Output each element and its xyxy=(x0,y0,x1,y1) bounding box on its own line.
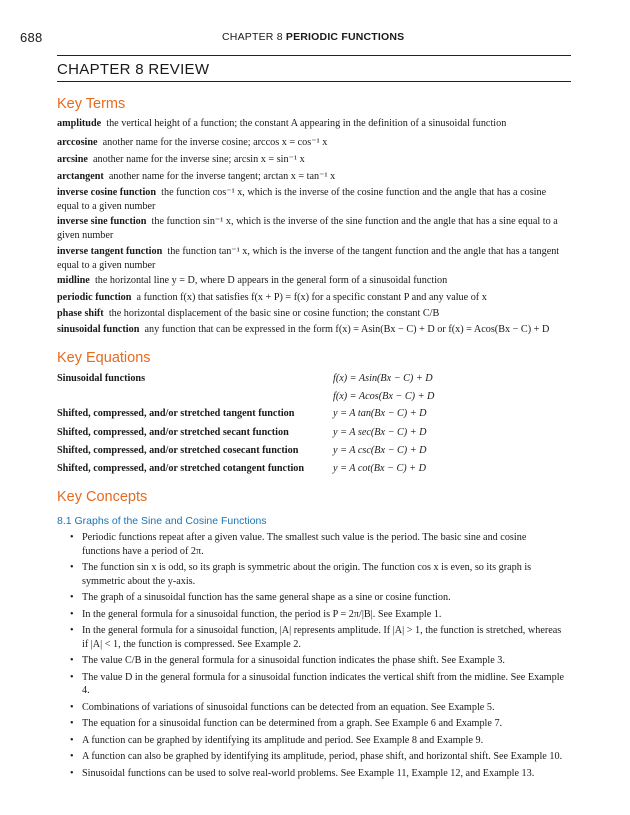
key-term xyxy=(57,170,565,184)
term-definition: another name for the inverse sine; arcsin x = sin⁻¹ x xyxy=(93,154,305,165)
list-item: • The value D in the general formula for a sinusoidal function indicates the vertical shift from the midline. See Example 4. xyxy=(70,671,565,698)
list-item: • Sinusoidal functions can be used to solve real-world problems. See Example 11, Example 12, and Example 13. xyxy=(70,767,565,781)
equation-label: Shifted, compressed, and/or stretched cotangent function xyxy=(57,463,305,474)
term-definition: the vertical height of a function; the constant A appearing in the definition of a sinusoidal function xyxy=(106,118,507,129)
list-item: • In the general formula for a sinusoidal function, the period is P = 2π/|B|. See Example 1. xyxy=(70,608,565,622)
term-name: midline xyxy=(57,275,90,286)
equation-formula: f(x) = Acos(Bx − C) + D xyxy=(333,391,435,402)
key-term xyxy=(57,274,565,288)
term-definition: the function sin⁻¹ x, which is the inverse of the sine function and the angle that has a sine equal to a given number xyxy=(57,216,558,241)
term-name: arccosine xyxy=(57,137,98,148)
term-definition: the function tan⁻¹ x, which is the inverse of the tangent function and the angle that has a tangent equal to a given number xyxy=(57,246,560,271)
key-term xyxy=(57,323,565,337)
key-term xyxy=(57,291,565,305)
key-term xyxy=(57,117,565,131)
equation-label: Shifted, compressed, and/or stretched tangent function xyxy=(57,408,295,419)
equation-label: Shifted, compressed, and/or stretched cosecant function xyxy=(57,445,299,456)
concepts-section-title: 8.1 Graphs of the Sine and Cosine Functions xyxy=(57,515,267,527)
term-name: phase shift xyxy=(57,308,104,319)
key-term xyxy=(57,215,565,243)
equation-formula: y = A cot(Bx − C) + D xyxy=(333,463,426,474)
term-name: inverse tangent function xyxy=(57,246,163,257)
running-head xyxy=(222,31,404,43)
chapter-label: CHAPTER 8 xyxy=(222,31,283,43)
list-item: • A function can also be graphed by identifying its amplitude, period, phase shift, and horizontal shift. See Example 10. xyxy=(70,750,565,764)
term-name: sinusoidal function xyxy=(57,324,140,335)
bottom-rule xyxy=(57,81,571,82)
term-definition: the horizontal displacement of the basic sine or cosine function; the constant C/B xyxy=(108,308,440,319)
key-term xyxy=(57,307,565,321)
equation-formula: y = A sec(Bx − C) + D xyxy=(333,427,427,438)
equation-label: Sinusoidal functions xyxy=(57,373,146,384)
key-equations-heading: Key Equations xyxy=(57,350,151,366)
list-item: • A function can be graphed by identifying its amplitude and period. See Example 8 and Example 9. xyxy=(70,734,565,748)
page-number: 688 xyxy=(20,30,43,45)
equation-formula: f(x) = Asin(Bx − C) + D xyxy=(333,373,433,384)
list-item: • Combinations of variations of sinusoidal functions can be detected from an equation. See Example 5. xyxy=(70,701,565,715)
term-definition: the function cos⁻¹ x, which is the inverse of the cosine function and the angle that has a cosine equal to a given number xyxy=(57,187,547,212)
key-term xyxy=(57,136,565,150)
term-definition: a function f(x) that satisfies f(x + P) = f(x) for a specific constant P and any value of x xyxy=(136,292,487,303)
term-definition: another name for the inverse tangent; arctan x = tan⁻¹ x xyxy=(108,171,336,182)
list-item: • Periodic functions repeat after a given value. The smallest such value is the period. The basic sine and cosine functions have a period of 2π. xyxy=(70,531,565,558)
equation-label: Shifted, compressed, and/or stretched secant function xyxy=(57,427,289,438)
equation-formula: y = A tan(Bx − C) + D xyxy=(333,408,427,419)
concepts-list xyxy=(70,531,565,783)
term-name: inverse sine function xyxy=(57,216,147,227)
term-name: arctangent xyxy=(57,171,104,182)
chapter-title: PERIODIC FUNCTIONS xyxy=(285,31,405,43)
list-item: • The equation for a sinusoidal function can be determined from a graph. See Example 6 and Example 7. xyxy=(70,717,565,731)
list-item: • The value C/B in the general formula for a sinusoidal function indicates the phase shift. See Example 3. xyxy=(70,654,565,668)
equation-formula: y = A csc(Bx − C) + D xyxy=(333,445,427,456)
term-name: amplitude xyxy=(57,118,102,129)
term-name: inverse cosine function xyxy=(57,187,157,198)
key-term xyxy=(57,245,565,273)
list-item: • The graph of a sinusoidal function has the same general shape as a sine or cosine function. xyxy=(70,591,565,605)
term-definition: the horizontal line y = D, where D appears in the general form of a sinusoidal function xyxy=(94,275,448,286)
review-title: CHAPTER 8 REVIEW xyxy=(57,61,210,78)
list-item: • The function sin x is odd, so its graph is symmetric about the origin. The function cos x is even, so its graph is symmetric about the y-axis. xyxy=(70,561,565,588)
key-term xyxy=(57,153,565,167)
key-concepts-heading: Key Concepts xyxy=(57,489,148,505)
term-definition: another name for the inverse cosine; arccos x = cos⁻¹ x xyxy=(102,137,328,148)
key-terms-heading: Key Terms xyxy=(57,96,126,112)
term-name: periodic function xyxy=(57,292,132,303)
key-term xyxy=(57,186,565,214)
list-item: • In the general formula for a sinusoidal function, |A| represents amplitude. If |A| > 1, the function is stretched, whereas if |A| < 1, the function is compressed. See Example 2. xyxy=(70,624,565,651)
top-rule xyxy=(57,55,571,56)
term-name: arcsine xyxy=(57,154,88,165)
term-definition: any function that can be expressed in the form f(x) = Asin(Bx − C) + D or f(x) = Acos(Bx − C) + D xyxy=(144,324,550,335)
